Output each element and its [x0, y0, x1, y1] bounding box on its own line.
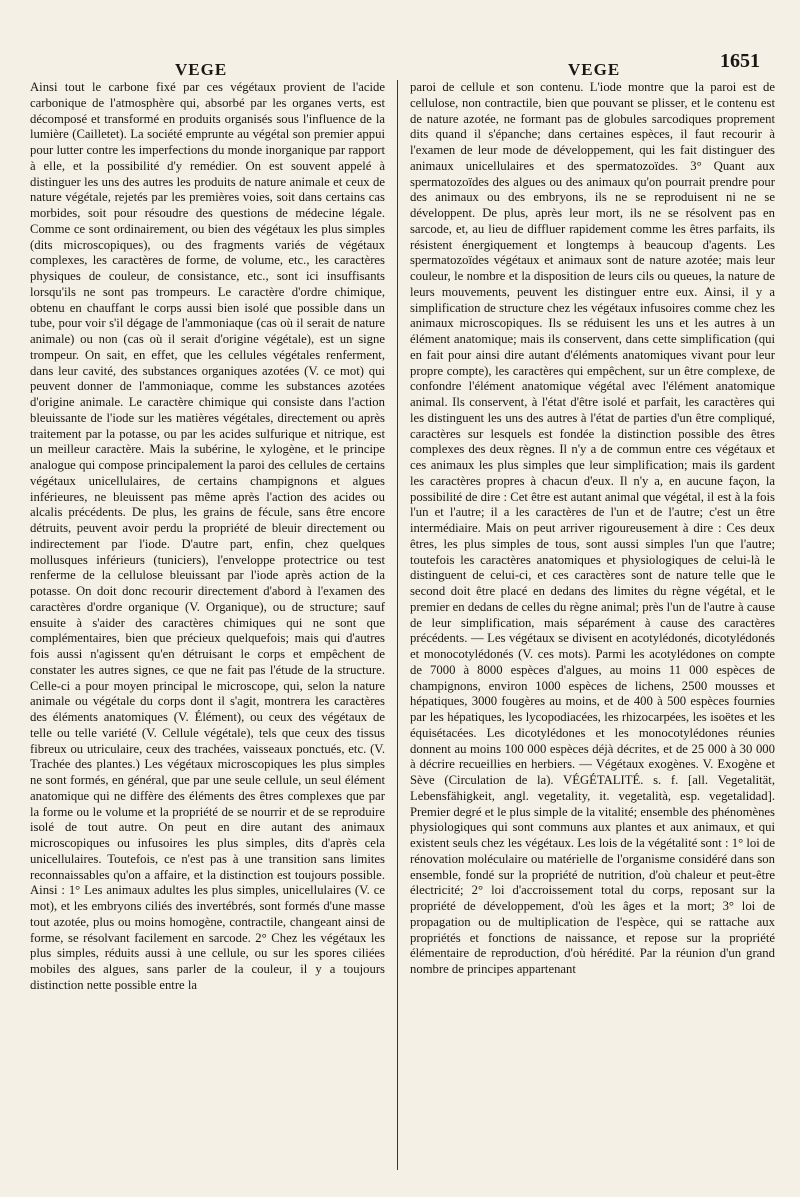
- left-column-text: Ainsi tout le carbone fixé par ces végétaux provient de l'acide carbonique de l'atmosphère qui, absorbé par les organes verts, est décomposé et transformé en produits organisés sous l'influence de la lumière (Cailletet). La société emprunte au végétal son premier appui pour lutter contre les imperfections du monde inorganique par rapport à elle, et la possibilité d'y remédier. On est souvent appelé à distinguer les uns des autres les produits de nature animale et ceux de nature végétale, rejetés par les premières voies, soit dans certains cas morbides, soit pour résoudre des questions de médecine légale. Comme ce sont ordinairement, ou bien des végétaux les plus simples (dits microscopiques), ou des fragments variés de végétaux complexes, les caractères de forme, de volume, etc., les caractères physiques de couleur, de consistance, etc., sont ici insuffisants lorsqu'ils ne sont pas trompeurs. Le caractère d'ordre chimique, obtenu en chauffant le corps aussi bien isolé que possible dans un tube, pour voir s'il dégage de l'ammoniaque (cas où il serait de nature animale) ou non (cas où il serait d'origine végétale), est un signe trompeur. On sait, en effet, que les cellules végétales renferment, dans leur cavité, des substances organiques azotées (V. ce mot) qui peuvent donner de l'ammoniaque, comme les substances azotées d'origine animale. Le caractère chimique qui consiste dans l'action bleuissante de l'iode sur les matières végétales, directement ou après traitement par la potasse, ou par les acides sulfurique et nitrique, est un meilleur caractère. Mais la subérine, le xylogène, et le principe analogue qui compose principalement la paroi des cellules de certains végétaux unicellulaires, de certains champignons et algues inférieures, ne bleuissent pas même après l'action des acides ou alcalis précédents. De plus, les grains de fécule, sans être encore détruits, peuvent avoir perdu la propriété de bleuir directement ou indirectement par l'iode. D'autre part, enfin, chez quelques mollusques inférieurs (tuniciers), l'enveloppe protectrice ou test renferme de la cellulose bleuissant par l'iode après action de la potasse. On doit donc recourir directement d'abord à l'examen des caractères d'ordre organique (V. Organique), ou de structure; sauf ensuite à s'aider des caractères chimiques qui ne sont que complémentaires, bien que précieux quelquefois; mais qui d'autres fois aussi n'agissent qu'en détruisant le corps et empêchent de constater les autres signes, ce que ne fait pas l'étude de la structure. Celle-ci a pour moyen principal le microscope, qui, selon la nature animale ou végétale du corps dont il s'agit, montrera les caractères des éléments anatomiques (V. Élément), ou ceux des végétaux de telle ou telle variété (V. Cellule végétale), tels que ceux des tissus fibreux ou utriculaire, ceux des trachées, vaisseaux ponctués, etc. (V. Trachée des plantes.) Les végétaux microscopiques les plus simples ne sont formés, en général, que par une seule cellule, un seul élément anatomique qui ne diffère des éléments des êtres complexes que par la forme ou le volume et la propriété de se nourrir et de se reproduire isolé de tout autre. On peut en dire autant des animaux microscopiques ou infusoires les plus simples, dits d'après cela unicellulaires. Toutefois, ce n'est pas à une transition sans limites reconnaissables qu'on a affaire, et la distinction est toujours possible. Ainsi : 1° Les animaux adultes les plus simples, unicellulaires (V. ce mot), et les embryons ciliés des invertébrés, sont formés d'une masse tout azotée, plus ou moins homogène, contractile, changeant ainsi de forme, se résolvant facilement en sarcode. 2° Chez les végétaux les plus simples, réduits aussi à une cellule, ou sur les spores ciliées mobiles des algues, sans parler de la couleur, il y a toujours distinction nette possible entre la: [30, 80, 385, 992]
- left-column: [30, 80, 385, 994]
- page-number: 1651: [720, 50, 760, 72]
- right-column: [410, 80, 775, 978]
- column-divider: [397, 80, 398, 1170]
- right-column-text: paroi de cellule et son contenu. L'iode montre que la paroi est de cellulose, non contractile, bien que pouvant se plisser, et le contenu est de nature azotée, ne formant pas de globules sarcodiques proprement dits quand il s'épanche; dans certaines espèces, il faut recourir à l'examen de leur mode de développement, qui les fait distinguer des animaux unicellulaires et des spermatozoïdes. 3° Quant aux spermatozoïdes des algues ou des animaux qu'on pourrait prendre pour des animaux ou des embryons, ils ne se reproduisent ni ne se développent. De plus, après leur mort, ils ne se résolvent pas en sarcode, et, au lieu de diffluer rapidement comme les êtres parfaits, ils résistent énergiquement et longtemps à beaucoup d'agents. Les spermatozoïdes végétaux et animaux sont de nature azotée; mais leur couleur, le nombre et la disposition de leurs cils ou queues, la nature de leurs mouvements, peuvent les distinguer entre eux. Ainsi, il y a simplification de structure chez les végétaux infusoires comme chez les animaux microscopiques. Ils se réduisent les uns et les autres à un élément anatomique; mais ils conservent, dans cette simplification (qui en fait pour ainsi dire autant d'éléments anatomiques vivant pour leur propre compte), les caractères qui empêchent, sur un être complexe, de confondre l'élément anatomique végétal avec l'élément anatomique animal. Ils conservent, à l'état d'être isolé et parfait, les caractères qui les distinguent les uns des autres à l'état de parties d'un être compliqué, caractères sur lesquels est fondée la distinction possible des êtres complexes des deux règnes. Il n'y a de commun entre ces végétaux et ces animaux les plus simples que leur simplification; mais ils gardent les caractères propres à chacun d'eux. Il n'y a, en aucune façon, la possibilité de dire : Cet être est autant animal que végétal, il est à la fois l'un et l'autre; il a les caractères de l'un et de l'autre; c'est un être intermédiaire. Mais on peut arriver rigoureusement à dire : Ces deux êtres, les plus simples de tous, sont aussi simples l'un que l'autre; toutefois les caractères anatomiques et physiologiques de celui-là le distinguent de celui-ci, et ces caractères sont de nature telle que le second doit être placé en dedans des limites du règne végétal, et le premier en dedans de celles du règne animal; près l'un de l'autre à cause de leur simplification, mais séparément à cause des caractères précédents. — Les végétaux se divisent en acotylédonés, dicotylédonés et monocotylédonés (V. ces mots). Parmi les acotylédones on compte de 7000 à 8000 espèces d'algues, au moins 11 000 espèces de champignons, environ 1000 espèces de lichens, 2500 mousses et hépatiques, 3000 fougères au moins, et de 400 à 500 espèces fournies par les hépatiques, les lycopodiacées, les rhizocarpées, les isoëtes et les équisétacées. Les dicotylédones et les monocotylédones réunies donnent au moins 100 000 espèces déjà décrites, et de 25 000 à 30 000 à décrire recueillies en herbiers. — Végétaux exogènes. V. Exogène et Sève (Circulation de la). VÉGÉTALITÉ. s. f. [all. Vegetalität, Lebensfähigkeit, angl. vegetality, it. vegetalità, esp. vegetalidad]. Premier degré et le plus simple de la vitalité; ensemble des phénomènes physiologiques qui sont communs aux plantes et aux animaux, et qui existent seuls chez les végétaux. Les lois de la végétalité sont : 1° loi de rénovation moléculaire ou matérielle de l'organisme considéré dans son ensemble, fondé sur la propriété de nutrition, d'où chaleur et peut-être électricité; 2° loi d'accroissement total du corps, reposant sur la propriété de développement, d'où les âges et la mort; 3° loi de propagation ou de multiplication de l'espèce, qui se rattache aux propriétés et fonctions de naissance, et repose sur la propriété élémentaire de reproduction, d'où hérédité. Par la réunion d'un grand nombre de principes appartenant: [410, 80, 775, 976]
- running-head-right: VEGE: [568, 60, 621, 79]
- running-head-left: VEGE: [175, 60, 228, 79]
